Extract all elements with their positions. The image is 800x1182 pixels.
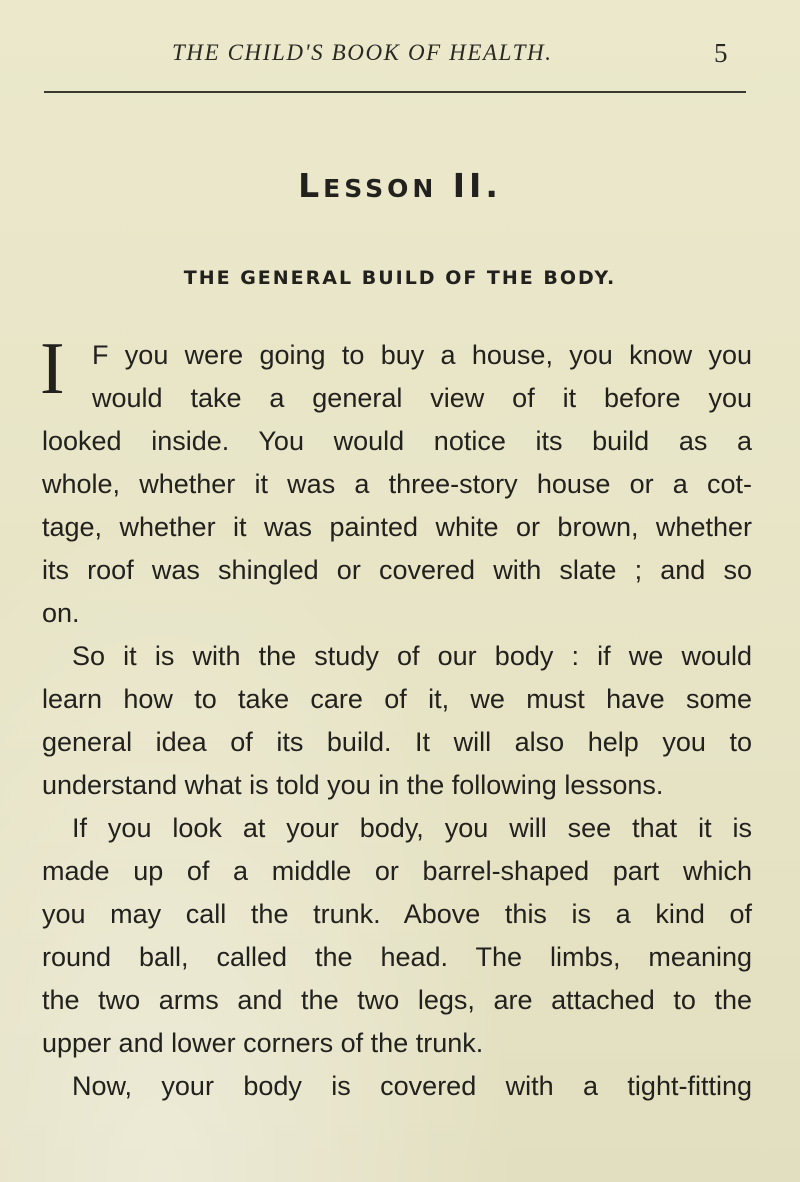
lesson-title-initial: L [298, 166, 324, 205]
paragraph-line: So it is with the study of our body : if we would [72, 641, 752, 671]
paragraph-line: looked inside. You would notice its build as a [42, 426, 752, 456]
paragraph-line: tage, whether it was painted white or brown, whether [42, 512, 752, 542]
paragraph-line: whole, whether it was a three-story house or a cot- [42, 469, 752, 499]
running-head-title: THE CHILD'S BOOK OF HEALTH. [172, 40, 553, 65]
paragraph-line: its roof was shingled or covered with slate ; and so [42, 555, 752, 585]
paragraph-line: understand what is told you in the following lessons. [42, 770, 664, 800]
paragraph-line-2: would take a general view of it before you [92, 383, 752, 413]
paragraph-line: you may call the trunk. Above this is a kind of [42, 899, 752, 929]
drop-cap: I [40, 328, 65, 410]
lesson-title-rest: ESSON [323, 174, 438, 203]
paragraph-line: round ball, called the head. The limbs, meaning [42, 942, 752, 972]
paragraph-line: If you look at your body, you will see that it is [72, 813, 752, 843]
chapter-heading: THE GENERAL BUILD OF THE BODY. [183, 267, 617, 289]
paragraph-line: the two arms and the two legs, are attached to the [42, 985, 752, 1015]
paragraph-line: general idea of its build. It will also help you to [42, 727, 752, 757]
lesson-number: II. [452, 166, 502, 205]
paragraph-line: made up of a middle or barrel-shaped part which [42, 856, 752, 886]
header-rule [44, 91, 746, 93]
page-number: 5 [714, 38, 728, 68]
lesson-title [0, 166, 800, 205]
paragraph-line: Now, your body is covered with a tight-fitting [72, 1071, 752, 1101]
paragraph-line: on. [42, 598, 80, 628]
paragraph-line-1: F you were going to buy a house, you know you [92, 340, 752, 370]
paragraph-line: learn how to take care of it, we must have some [42, 684, 752, 714]
paragraph-line: upper and lower corners of the trunk. [42, 1028, 484, 1058]
